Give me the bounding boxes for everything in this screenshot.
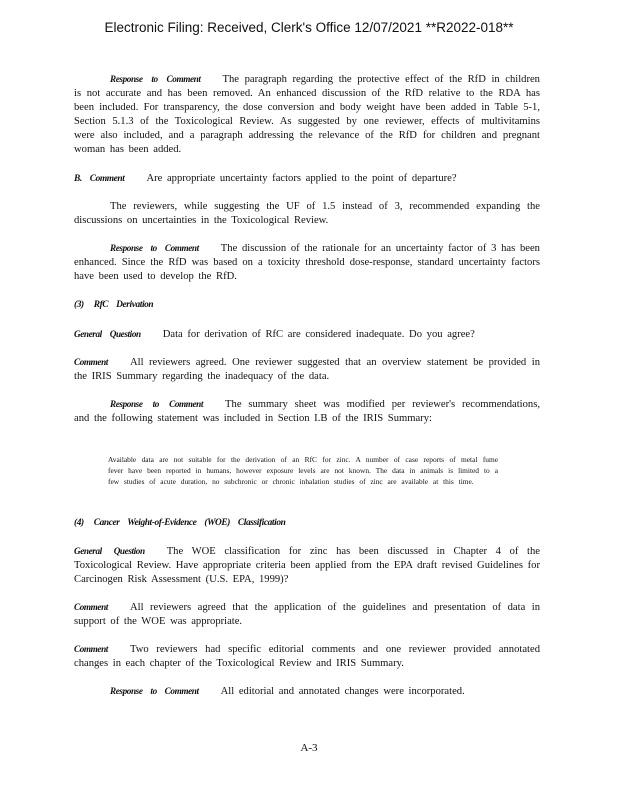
general-question-label: General Question — [74, 546, 145, 556]
response-text: The discussion of the rationale for an uncertainty factor of 3 has been enhanced. Since the RfD was based on a toxicity threshold dose-response, standard uncertainty factors have been used to develop the RfD. — [74, 243, 540, 282]
section-title: RfC Derivation — [93, 300, 154, 310]
comment-label: Comment — [74, 357, 108, 367]
general-question-text: The WOE classification for zinc has been discussed in Chapter 4 of the Toxicological Review. Have appropriate criteria been applied from the EPA draft revised Guidelines for Carcinogen Risk Assessment (U.S. EPA, 1999)? — [74, 546, 540, 585]
response-text: All editorial and annotated changes were incorporated. — [220, 686, 465, 697]
general-question-rfc — [74, 327, 540, 342]
general-question-label: General Question — [74, 329, 141, 339]
section-number: (3) — [74, 300, 84, 310]
comment-text: All reviewers agreed that the application of the guidelines and presentation of data in support of the WOE was appropriate. — [74, 602, 540, 627]
response-text: The paragraph regarding the protective effect of the RfD in children is not accurate and has been removed. An enhanced discussion of the RfD relative to the RDA has been included. For transparency, the dose conversion and body weight have been added in Table 5-1, Section 5.1.3 of the Toxicological Review. As suggested by one reviewer, effects of multivitamins were also included, and a paragraph addressing the relevance of the RfD for children and pregnant woman has been added. — [74, 74, 540, 155]
comment-label: Comment — [74, 602, 108, 612]
comment-paragraph-woe — [74, 600, 540, 629]
response-label: Response to Comment — [110, 686, 199, 696]
response-paragraph-summary-sheet — [74, 397, 540, 426]
response-label: Response to Comment — [110, 243, 199, 253]
comment-text: Two reviewers had specific editorial comments and one reviewer provided annotated changes in each chapter of the Toxicological Review and IRIS Summary. — [74, 644, 540, 669]
response-text: The summary sheet was modified per reviewer's recommendations, and the following statement was included in Section I.B of the IRIS Summary: — [74, 399, 540, 424]
comment-paragraph-editorial — [74, 642, 540, 671]
comment-paragraph-rfc — [74, 355, 540, 384]
filing-header: Electronic Filing: Received, Clerk's Office 12/07/2021 **R2022-018** — [104, 20, 514, 35]
response-paragraph-editorial — [74, 684, 540, 699]
comment-text: All reviewers agreed. One reviewer suggested that an overview statement be provided in the IRIS Summary regarding the inadequacy of the data. — [74, 357, 540, 382]
section-heading-cancer-woe — [74, 516, 540, 530]
general-question-text: Data for derivation of RfC are considered inadequate. Do you agree? — [162, 329, 475, 340]
response-paragraph-rfd-children — [74, 72, 540, 157]
b-comment-text: Are appropriate uncertainty factors applied to the point of departure? — [146, 173, 457, 184]
section-heading-rfc — [74, 298, 540, 312]
response-paragraph-uncertainty — [74, 241, 540, 284]
page-number: A-3 — [300, 742, 318, 754]
response-label: Response to Comment — [110, 399, 204, 409]
b-comment-label: B. Comment — [74, 174, 125, 184]
section-title: Cancer Weight-of-Evidence (WOE) Classification — [93, 518, 286, 528]
general-question-woe — [74, 544, 540, 587]
response-label: Response to Comment — [110, 74, 201, 84]
reviewers-uf-paragraph: The reviewers, while suggesting the UF of 1.5 instead of 3, recommended expanding the discussions on uncertainties in the Toxicological Review. — [74, 201, 540, 226]
comment-label: Comment — [74, 644, 108, 654]
section-number: (4) — [74, 518, 84, 528]
b-comment-heading — [74, 172, 540, 186]
iris-summary-quote: Available data are not suitable for the derivation of an RfC for zinc. A number of case reports of metal fume fever have been reported in humans, however exposure levels are not known. The data in animals is limited to a few studies of acute duration, no subchronic or chronic inhalation studies of zinc are available at this time. — [108, 455, 498, 486]
